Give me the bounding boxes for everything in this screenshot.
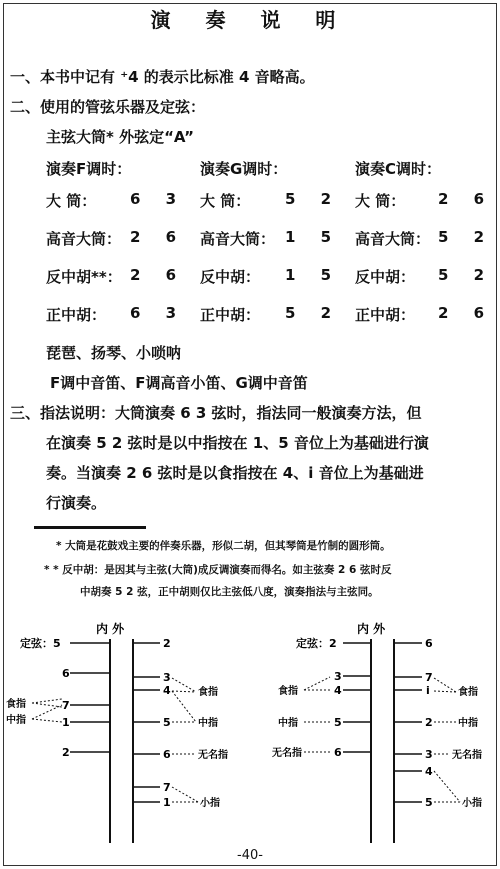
left-outer-note-1: 3: [163, 671, 171, 684]
right-outer-note-3: 2: [425, 716, 433, 729]
g-row1-notes: 5 2: [285, 190, 342, 208]
left-rfinger-middle: 中指: [198, 718, 218, 729]
footnote-2: * * 反中胡：是因其与主弦(大筒)成反调演奏而得名。如主弦奏 2 6 弦时反: [44, 564, 392, 576]
right-lfinger-index: 食指: [278, 686, 298, 697]
diagram-left: [6, 621, 228, 843]
right-rfinger-little: 小指: [462, 798, 482, 809]
g-row3-label: 反中胡：: [200, 268, 261, 286]
flutes: F调中音笛、F调高音小笛、G调中音笛: [50, 374, 308, 392]
right-lfinger-ring: 无名指: [272, 748, 302, 759]
g-row2-label: 高音大筒：: [200, 230, 276, 248]
col-f-head: 演奏F调时：: [46, 160, 132, 178]
right-inner-note-1: 3: [334, 670, 342, 683]
g-row2-notes: 1 5: [285, 228, 342, 246]
c-row4-notes: 2 6: [438, 304, 495, 322]
page-title: 演 奏 说 明: [150, 8, 350, 32]
other-instruments: 琵琶、扬琴、小唢呐: [46, 344, 182, 362]
left-outer-note-3: 5: [163, 716, 171, 729]
right-rfinger-ring: 无名指: [452, 750, 482, 761]
item-3-line1: 三、指法说明：大筒演奏 6 3 弦时，指法同一般演奏方法，但: [10, 404, 422, 422]
c-row1-notes: 2 6: [438, 190, 495, 208]
fingering-diagrams: [0, 615, 500, 845]
g-row1-label: 大 筒：: [200, 192, 251, 210]
right-rfinger-index: 食指: [458, 687, 478, 698]
c-row2-label: 高音大筒：: [355, 230, 431, 248]
left-inner-note-4: 2: [62, 746, 70, 759]
left-header: 内 外: [96, 622, 125, 636]
right-outer-note-2: i: [426, 684, 430, 697]
col-c-head: 演奏C调时：: [355, 160, 442, 178]
left-rfinger-index: 食指: [198, 687, 218, 698]
left-finger-middle: 中指: [6, 715, 26, 726]
item-3-line3: 奏。当演奏 2 6 弦时是以食指按在 4、i 音位上为基础进: [46, 464, 424, 482]
item-3-line4: 行演奏。: [46, 494, 107, 512]
right-rfinger-middle: 中指: [458, 718, 478, 729]
footnote-2-cont: 中胡奏 5 2 弦，正中胡则仅比主弦低八度，演奏指法与主弦同。: [80, 586, 379, 598]
item-3-line2: 在演奏 5 2 弦时是以中指按在 1、5 音位上为基础进行演: [46, 434, 429, 452]
f-row4-notes: 6 3: [130, 304, 187, 322]
right-top-right: 6: [425, 637, 433, 650]
c-row1-label: 大 筒：: [355, 192, 406, 210]
left-rfinger-little: 小指: [200, 798, 220, 809]
c-row4-label: 正中胡：: [355, 306, 416, 324]
item-2: 二、使用的管弦乐器及定弦：: [10, 98, 206, 116]
left-inner-note-3: 1: [62, 716, 70, 729]
right-inner-note-2: 4: [334, 684, 342, 697]
left-outer-note-5: 7: [163, 781, 171, 794]
f-row1-notes: 6 3: [130, 190, 187, 208]
footnote-1: * 大筒是花鼓戏主要的伴奏乐器，形似二胡，但其琴筒是竹制的圆形筒。: [56, 540, 391, 552]
right-outer-note-1: 7: [425, 671, 433, 684]
c-row3-label: 反中胡：: [355, 268, 416, 286]
g-row4-label: 正中胡：: [200, 306, 261, 324]
diagram-right: [272, 621, 482, 843]
g-row3-notes: 1 5: [285, 266, 342, 284]
col-g-head: 演奏G调时：: [200, 160, 288, 178]
f-row2-notes: 2 6: [130, 228, 187, 246]
right-tuning-label: 定弦：2: [296, 637, 337, 650]
left-outer-note-4: 6: [163, 748, 171, 761]
f-row1-label: 大 筒：: [46, 192, 97, 210]
left-inner-note-1: 6: [62, 667, 70, 680]
right-outer-note-5: 4: [425, 765, 433, 778]
left-outer-note-6: 1: [163, 796, 171, 809]
item-1: 一、本书中记有 ⁺4 的表示比标准 4 音略高。: [10, 68, 315, 86]
left-top-right: 2: [163, 637, 171, 650]
left-inner-note-2: 7: [62, 699, 70, 712]
left-outer-note-2: 4: [163, 684, 171, 697]
right-inner-note-4: 6: [334, 746, 342, 759]
right-outer-note-4: 3: [425, 748, 433, 761]
c-row2-notes: 5 2: [438, 228, 495, 246]
f-row3-label: 反中胡**：: [46, 268, 122, 286]
page-number: -40-: [237, 848, 263, 863]
right-header: 内 外: [357, 622, 386, 636]
left-tuning-label: 定弦：5: [20, 637, 61, 650]
f-row4-label: 正中胡：: [46, 306, 107, 324]
right-inner-note-3: 5: [334, 716, 342, 729]
f-row3-notes: 2 6: [130, 266, 187, 284]
right-outer-note-6: 5: [425, 796, 433, 809]
c-row3-notes: 5 2: [438, 266, 495, 284]
footnote-rule: [34, 526, 146, 529]
item-2-sub: 主弦大筒* 外弦定“A”: [46, 128, 195, 146]
left-finger-index: 食指: [6, 699, 26, 710]
g-row4-notes: 5 2: [285, 304, 342, 322]
right-lfinger-middle: 中指: [278, 718, 298, 729]
f-row2-label: 高音大筒：: [46, 230, 122, 248]
left-rfinger-ring: 无名指: [198, 750, 228, 761]
